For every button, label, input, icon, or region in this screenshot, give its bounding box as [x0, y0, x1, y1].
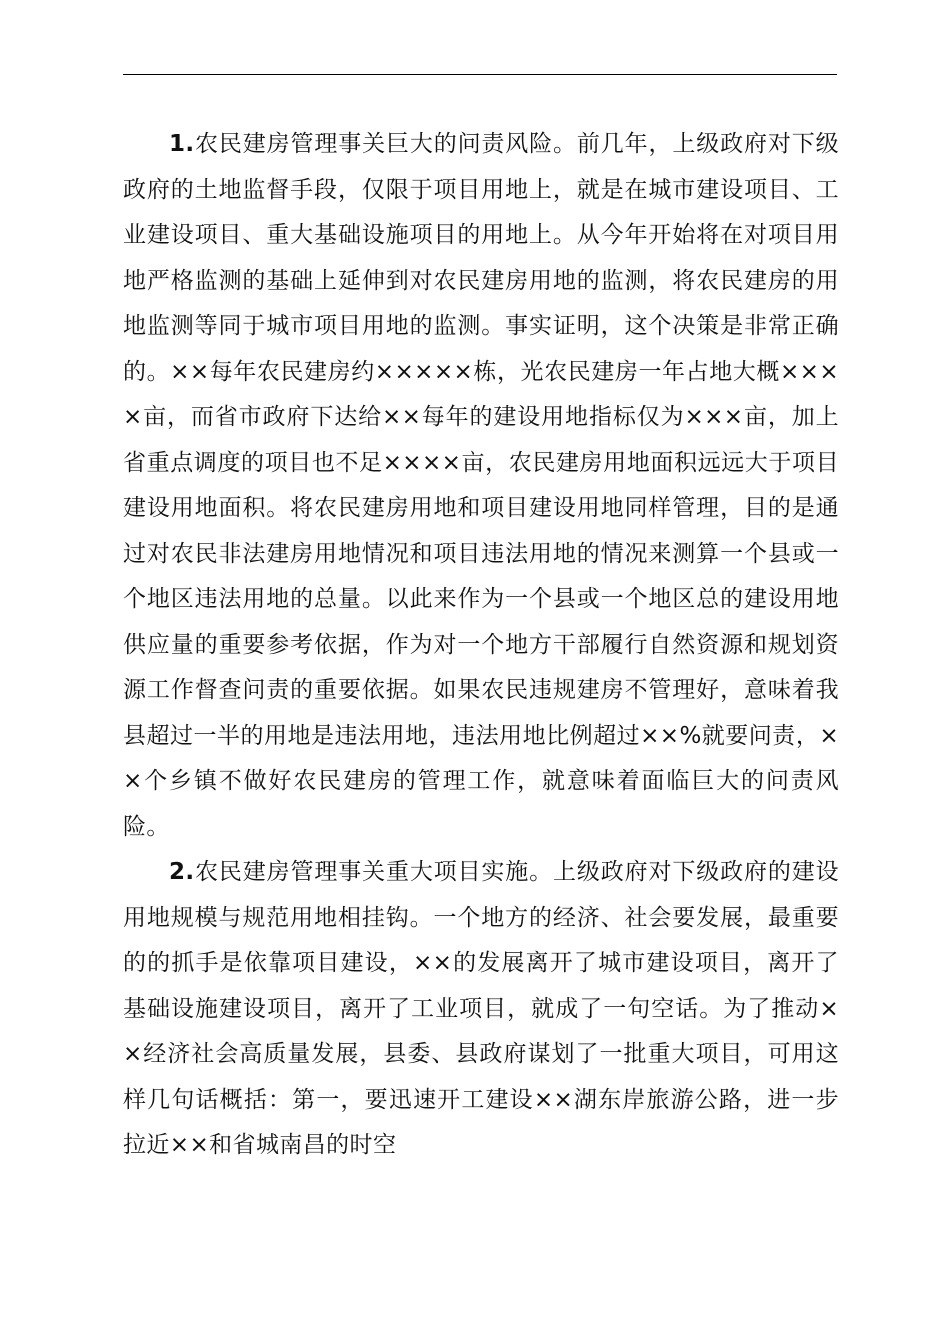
paragraph-2-number: 2.	[169, 859, 195, 885]
paragraph-1-text: 农民建房管理事关巨大的问责风险。前几年，上级政府对下级政府的土地监督手段，仅限于项目用地上，就是在城市建设项目、工业建设项目、重大基础设施项目的用地上。从今年开始将在对项目用地严格监测的基础上延伸到对农民建房用地的监测，将农民建房的用地监测等同于城市项目用地的监测。事实证明，这个决策是非常正确的。××每年农民建房约×××××栋，光农民建房一年占地大概××××亩，而省市政府下达给××每年的建设用地指标仅为×××亩，加上省重点调度的项目也不足××××亩，农民建房用地面积远远大于项目建设用地面积。将农民建房用地和项目建设用地同样管理，目的是通过对农民非法建房用地情况和项目违法用地的情况来测算一个县或一个地区违法用地的总量。以此来作为一个县或一个地区总的建设用地供应量的重要参考依据，作为对一个地方干部履行自然资源和规划资源工作督查问责的重要依据。如果农民违规建房不管理好，意味着我县超过一半的用地是违法用地，违法用地比例超过××%就要问责，××个乡镇不做好农民建房的管理工作，就意味着面临巨大的问责风险。	[123, 131, 839, 840]
document-body	[123, 122, 839, 1169]
paragraph-1	[123, 122, 839, 850]
paragraph-1-number: 1.	[169, 131, 195, 157]
header-rule	[123, 74, 837, 75]
paragraph-2	[123, 850, 839, 1169]
paragraph-2-text: 农民建房管理事关重大项目实施。上级政府对下级政府的建设用地规模与规范用地相挂钩。一个地方的经济、社会要发展，最重要的的抓手是依靠项目建设，××的发展离开了城市建设项目，离开了基础设施建设项目，离开了工业项目，就成了一句空话。为了推动××经济社会高质量发展，县委、县政府谋划了一批重大项目，可用这样几句话概括：第一，要迅速开工建设××湖东岸旅游公路，进一步拉近××和省城南昌的时空	[123, 859, 839, 1158]
